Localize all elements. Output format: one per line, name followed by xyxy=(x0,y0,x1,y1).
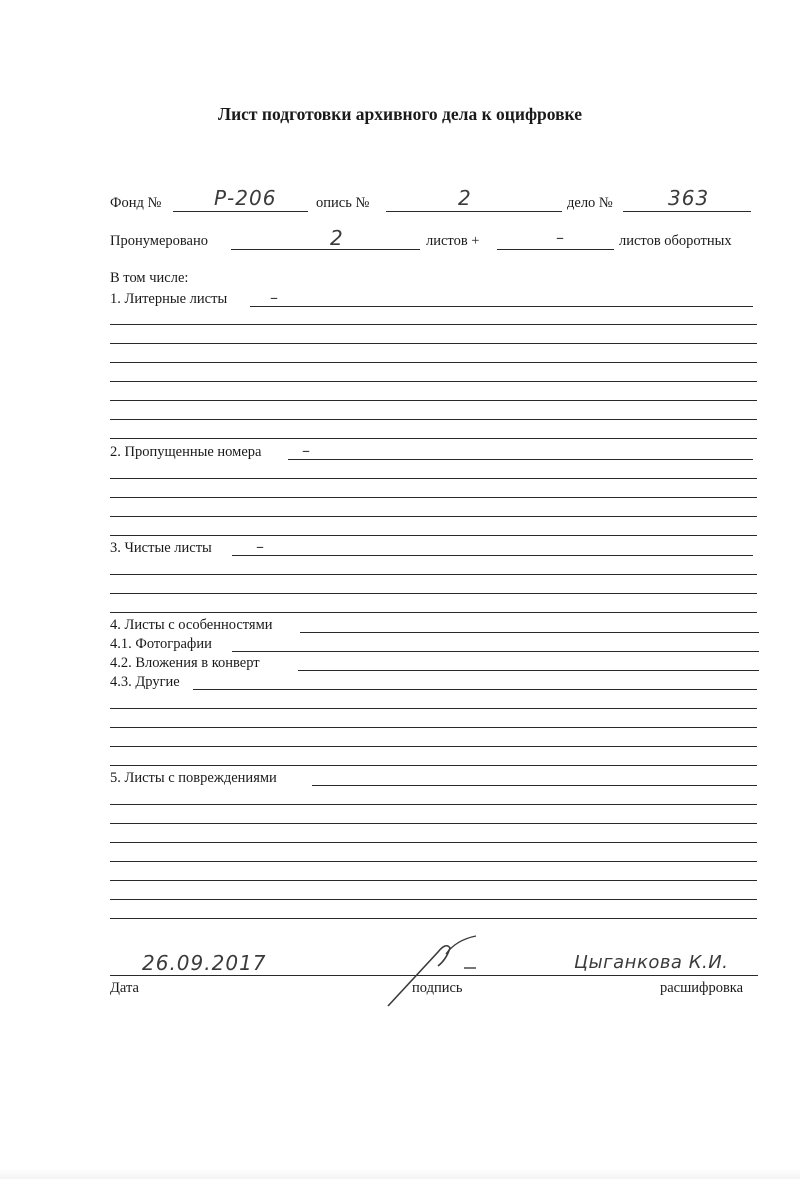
opis-handwritten-value: 2 xyxy=(458,186,472,210)
section-2-line xyxy=(288,459,753,460)
blank-line xyxy=(110,362,757,363)
blank-line xyxy=(110,804,757,805)
section-4-3-line xyxy=(193,689,757,690)
delo-line xyxy=(623,211,751,212)
decoding-handwritten-value: Цыганкова К.И. xyxy=(574,952,729,973)
blank-line xyxy=(110,438,757,439)
blank-line xyxy=(110,535,757,536)
section-4-2-line xyxy=(298,670,759,671)
sheets-plus-label: листов + xyxy=(426,233,480,249)
blank-line xyxy=(110,823,757,824)
blank-line xyxy=(110,478,757,479)
blank-line xyxy=(110,612,757,613)
numbered-line xyxy=(231,249,420,250)
section-3-line xyxy=(232,555,753,556)
section-4-3-label: 4.3. Другие xyxy=(110,674,180,690)
section-1-line xyxy=(250,306,753,307)
blank-line xyxy=(110,746,757,747)
fond-line xyxy=(173,211,308,212)
signature-mark xyxy=(380,930,490,1010)
blank-line xyxy=(110,516,757,517)
blank-line xyxy=(110,842,757,843)
section-1-label: 1. Литерные листы xyxy=(110,291,228,307)
reverse-label: листов оборотных xyxy=(619,233,732,249)
section-3-label: 3. Чистые листы xyxy=(110,540,212,556)
signature-label: подпись xyxy=(412,980,463,996)
section-2-handwritten-value: – xyxy=(302,441,311,460)
section-5-line xyxy=(312,785,757,786)
section-4-2-label: 4.2. Вложения в конверт xyxy=(110,655,260,671)
form-title: Лист подготовки архивного дела к оцифровке xyxy=(218,104,582,124)
section-4-1-line xyxy=(232,651,759,652)
blank-line xyxy=(110,497,757,498)
numbered-handwritten-value: 2 xyxy=(330,226,344,250)
reverse-handwritten-value: – xyxy=(556,228,565,247)
date-handwritten-value: 26.09.2017 xyxy=(142,951,267,975)
opis-line xyxy=(386,211,562,212)
blank-line xyxy=(110,880,757,881)
date-label: Дата xyxy=(110,980,139,996)
intro-text: В том числе: xyxy=(110,270,189,286)
blank-line xyxy=(110,899,757,900)
section-2-label: 2. Пропущенные номера xyxy=(110,444,262,460)
blank-line xyxy=(110,343,757,344)
section-1-handwritten-value: – xyxy=(270,288,279,307)
reverse-line xyxy=(497,249,614,250)
delo-label: дело № xyxy=(567,195,613,211)
decoding-label: расшифровка xyxy=(660,980,744,996)
blank-line xyxy=(110,400,757,401)
blank-line xyxy=(110,861,757,862)
delo-handwritten-value: 363 xyxy=(668,186,710,210)
section-4-1-label: 4.1. Фотографии xyxy=(110,636,212,652)
blank-line xyxy=(110,727,757,728)
section-4-line xyxy=(300,632,759,633)
fond-handwritten-value: Р-206 xyxy=(214,186,277,210)
section-3-handwritten-value: – xyxy=(256,537,265,556)
blank-line xyxy=(110,765,757,766)
section-5-label: 5. Листы с повреждениями xyxy=(110,770,277,786)
blank-line xyxy=(110,324,757,325)
blank-line xyxy=(110,419,757,420)
blank-line xyxy=(110,574,757,575)
numbered-label: Пронумеровано xyxy=(110,233,209,249)
blank-line xyxy=(110,918,757,919)
fond-label: Фонд № xyxy=(110,195,162,211)
scan-edge-shadow xyxy=(0,1169,800,1179)
section-4-label: 4. Листы с особенностями xyxy=(110,617,273,633)
blank-line xyxy=(110,381,757,382)
blank-line xyxy=(110,593,757,594)
blank-line xyxy=(110,708,757,709)
opis-label: опись № xyxy=(316,195,370,211)
